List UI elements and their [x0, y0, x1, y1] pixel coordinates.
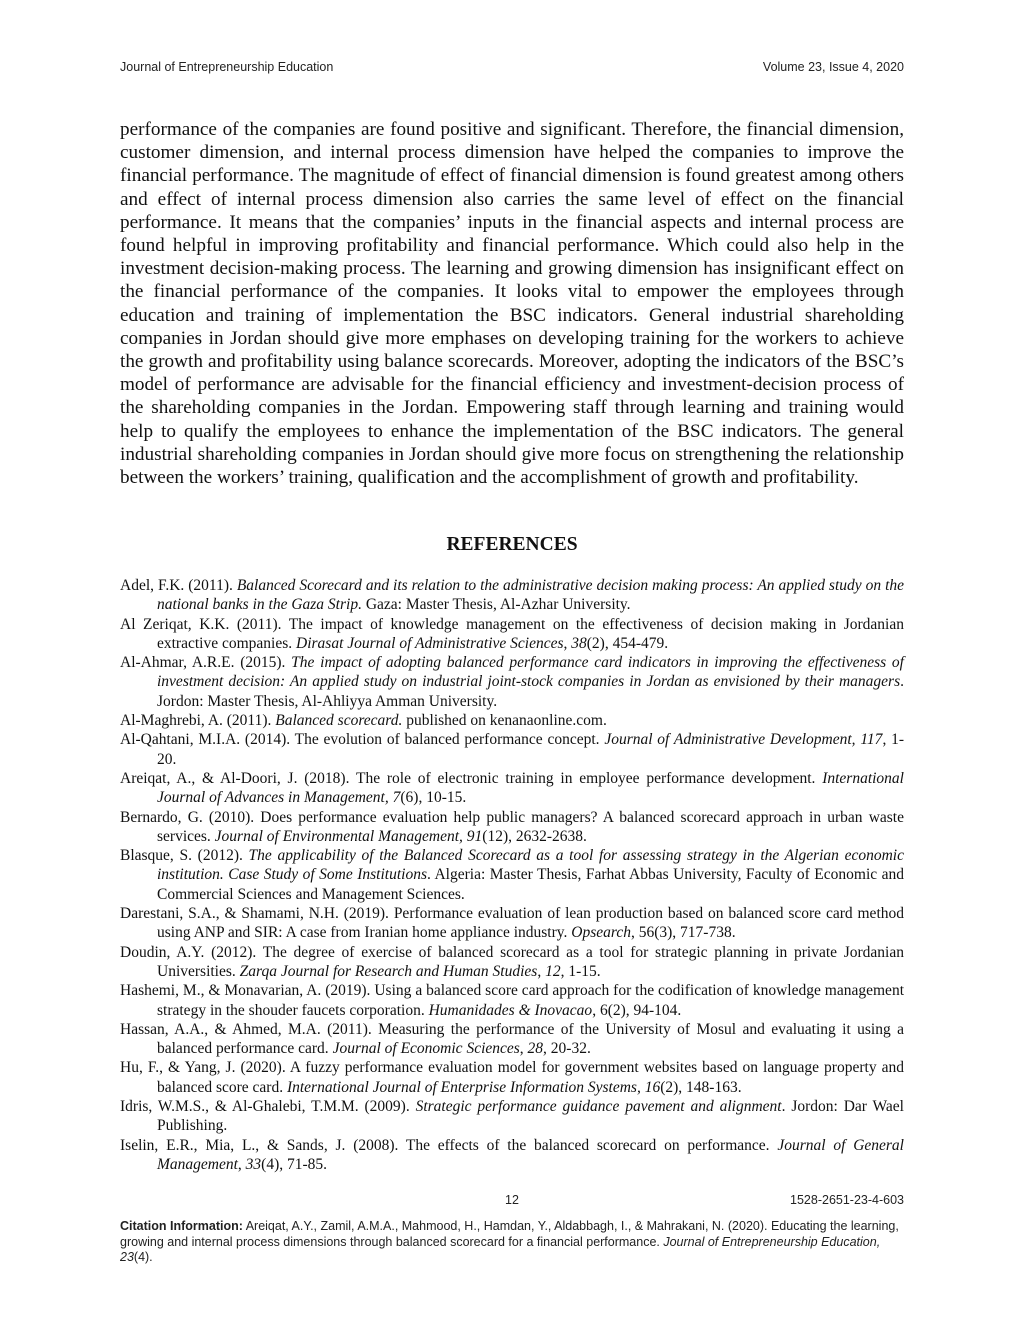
reference-item: [120, 808, 904, 847]
reference-italic: Dirasat Journal of Administrative Sciences: [296, 634, 564, 652]
reference-trail: . Algeria: Master Thesis, Farhat Abbas University, Faculty of Economic and Commercial Sciences and Management Sciences.: [157, 866, 904, 903]
reference-list: [120, 576, 904, 1174]
reference-trail: (6), 10-15.: [400, 789, 467, 807]
reference-item: [120, 1097, 904, 1136]
reference-lead: Hu, F., & Yang, J. (2020). A fuzzy performance evaluation model for government websites based on language property and balanced score card.: [120, 1059, 904, 1096]
reference-item: [120, 981, 904, 1020]
reference-lead: Idris, W.M.S., & Al-Ghalebi, T.M.M. (2009).: [120, 1098, 416, 1116]
reference-item: [120, 943, 904, 982]
reference-italic: The impact of adopting balanced performance card indicators in improving the effectiveness of investment decision: An applied study on industrial joint-stock companies in Jordan as envisioned by their managers: [157, 654, 904, 691]
reference-lead: Blasque, S. (2012).: [120, 847, 249, 865]
reference-item: [120, 615, 904, 654]
reference-lead: Al-Ahmar, A.R.E. (2015).: [120, 654, 292, 672]
reference-italic: Balanced Scorecard and its relation to the administrative decision making process: An applied study on the national banks in the Gaza Strip.: [157, 577, 905, 614]
reference-trail: ,: [519, 1040, 528, 1058]
reference-lead: Darestani, S.A., & Shamami, N.H. (2019). Performance evaluation of lean production based on balanced score card method using ANP and SIR: A case from Iranian home appliance industry.: [120, 905, 904, 942]
reference-italic: Opsearch: [571, 924, 631, 942]
reference-item: [120, 730, 904, 769]
reference-trail: (12), 2632-2638.: [482, 827, 587, 845]
reference-italic2: 28: [527, 1040, 544, 1058]
reference-lead: Doudin, A.Y. (2012). The degree of exercise of balanced scorecard as a tool for strategic planning in private Jordanian Universities.: [120, 943, 904, 980]
reference-trail: published on kenanaonline.com.: [402, 712, 607, 730]
reference-lead: Al-Maghrebi, A. (2011).: [120, 712, 276, 730]
reference-lead: Bernardo, G. (2010). Does performance evaluation help public managers? A balanced scorecard approach in urban waste services.: [120, 808, 904, 845]
reference-italic: Humanidades & Inovacao: [428, 1001, 593, 1019]
reference-lead: Hassan, A.A., & Ahmed, M.A. (2011). Measuring the performance of the University of Mosul and evaluating it using a balanced performance card.: [120, 1020, 904, 1058]
reference-lead: Iselin, E.R., Mia, L., & Sands, J. (2008). The effects of the balanced scorecard on performance.: [120, 1136, 778, 1154]
reference-trail: , 56(3), 717-738.: [630, 924, 736, 942]
reference-italic2: 38: [571, 634, 587, 652]
reference-italic: Journal of General Management: [157, 1136, 904, 1173]
reference-trail: (2), 148-163.: [660, 1078, 742, 1096]
reference-item: [120, 1058, 904, 1097]
reference-italic: International Journal of Enterprise Information Systems, 16: [286, 1078, 661, 1096]
reference-italic: Strategic performance guidance pavement and alignment: [415, 1098, 782, 1116]
reference-italic: The applicability of the Balanced Scorecard as a tool for assessing strategy in the Algerian economic institution. Case Study of Some Institutions: [157, 847, 904, 884]
reference-item: [120, 576, 904, 615]
reference-lead: Al Zeriqat, K.K. (2011). The impact of knowledge management on the effectiveness of decision making in Jordanian extractive companies.: [120, 615, 904, 652]
reference-italic: Journal of Administrative Development, 117: [604, 731, 883, 749]
citation-journal: Journal of Entrepreneurship Education, 23: [120, 1234, 881, 1264]
reference-trail2: , 20-32.: [543, 1040, 591, 1058]
document-id: 1528-2651-23-4-603: [790, 1193, 904, 1207]
reference-item: [120, 653, 904, 711]
reference-italic: Journal of Economic Sciences: [332, 1040, 520, 1058]
reference-lead: Al-Qahtani, M.I.A. (2014). The evolution of balanced performance concept.: [120, 731, 605, 749]
body-paragraph: performance of the companies are found positive and significant. Therefore, the financial dimension, customer dimension, and internal process dimension have helped the companies to improve the financial performance. The magnitude of effect of financial dimension is found greatest among others and effect of internal process dimension also carries the same level of effect on the financial performance. It means that the companies’ inputs in the financial aspects and internal process are found helpful in improving profitability and financial performance. Which could also help in the investment decision-making process. The learning and growing dimension has insignificant effect on the financial performance of the companies. It looks vital to empower the employees through education and training of implementation the BSC indicators. General industrial shareholding companies in Jordan should give more emphases on developing training for the workers to achieve the growth and profitability using balance scorecards. Moreover, adopting the indicators of the BSC’s model of performance are advisable for the financial efficiency and investment-decision process of the shareholding companies in the Jordan. Empowering staff through learning and training would help to qualify the employees to enhance the implementation of the BSC indicators. The general industrial shareholding companies in Jordan should give more focus on strengthening the relationship between the workers’ training, qualification and the accomplishment of growth and profitability.: [120, 119, 904, 489]
reference-trail: ,: [237, 1155, 246, 1173]
page-number: 12: [505, 1193, 519, 1207]
reference-italic2: 33: [245, 1155, 262, 1173]
reference-lead: Hashemi, M., & Monavarian, A. (2019). Using a balanced score card approach for the codification of knowledge management strategy in the shouder faucets corporation.: [120, 982, 904, 1019]
reference-item: [120, 1020, 904, 1059]
journal-name: Journal of Entrepreneurship Education: [120, 60, 334, 74]
references-heading: REFERENCES: [446, 534, 578, 555]
reference-trail2: (4), 71-85.: [261, 1155, 328, 1173]
citation-tail: (4).: [133, 1250, 153, 1264]
reference-item: [120, 846, 904, 904]
reference-lead: Adel, F.K. (2011).: [120, 577, 237, 594]
reference-item: [120, 1136, 904, 1175]
reference-lead: Areiqat, A., & Al-Doori, J. (2018). The role of electronic training in employee performance development.: [120, 769, 823, 787]
reference-trail: Gaza: Master Thesis, Al-Azhar University.: [361, 596, 631, 614]
reference-trail: . Jordon: Master Thesis, Al-Ahliyya Amman University.: [157, 673, 904, 710]
reference-item: [120, 769, 904, 808]
reference-item: [120, 711, 904, 730]
reference-trail: , 1-20.: [157, 731, 905, 768]
citation-text: Areiqat, A.Y., Zamil, A.M.A., Mahmood, H., Hamdan, Y., Aldabbagh, I., & Mahrakani, N. (2020). Educating the learning, growing and internal process dimensions through balanced scorecard for a financial performance.: [120, 1219, 899, 1249]
reference-trail: , 6(2), 94-104.: [592, 1001, 682, 1019]
reference-italic2: 12: [545, 962, 561, 980]
reference-italic: Journal of Environmental Management, 91: [214, 827, 483, 845]
reference-trail2: , 1-15.: [560, 962, 601, 980]
citation-label: Citation Information:: [120, 1219, 243, 1233]
reference-italic: Zarqa Journal for Research and Human Studies: [239, 962, 538, 980]
volume-info: Volume 23, Issue 4, 2020: [762, 60, 904, 74]
reference-trail: ,: [563, 634, 572, 652]
reference-italic: Balanced scorecard.: [275, 712, 403, 730]
reference-trail2: (2), 454-479.: [586, 634, 669, 652]
reference-trail: ,: [537, 962, 546, 980]
reference-trail: . Jordon: Dar Wael Publishing.: [157, 1098, 904, 1135]
reference-item: [120, 904, 904, 943]
reference-italic: International Journal of Advances in Management, 7: [157, 769, 904, 807]
citation-information: [120, 1219, 904, 1266]
